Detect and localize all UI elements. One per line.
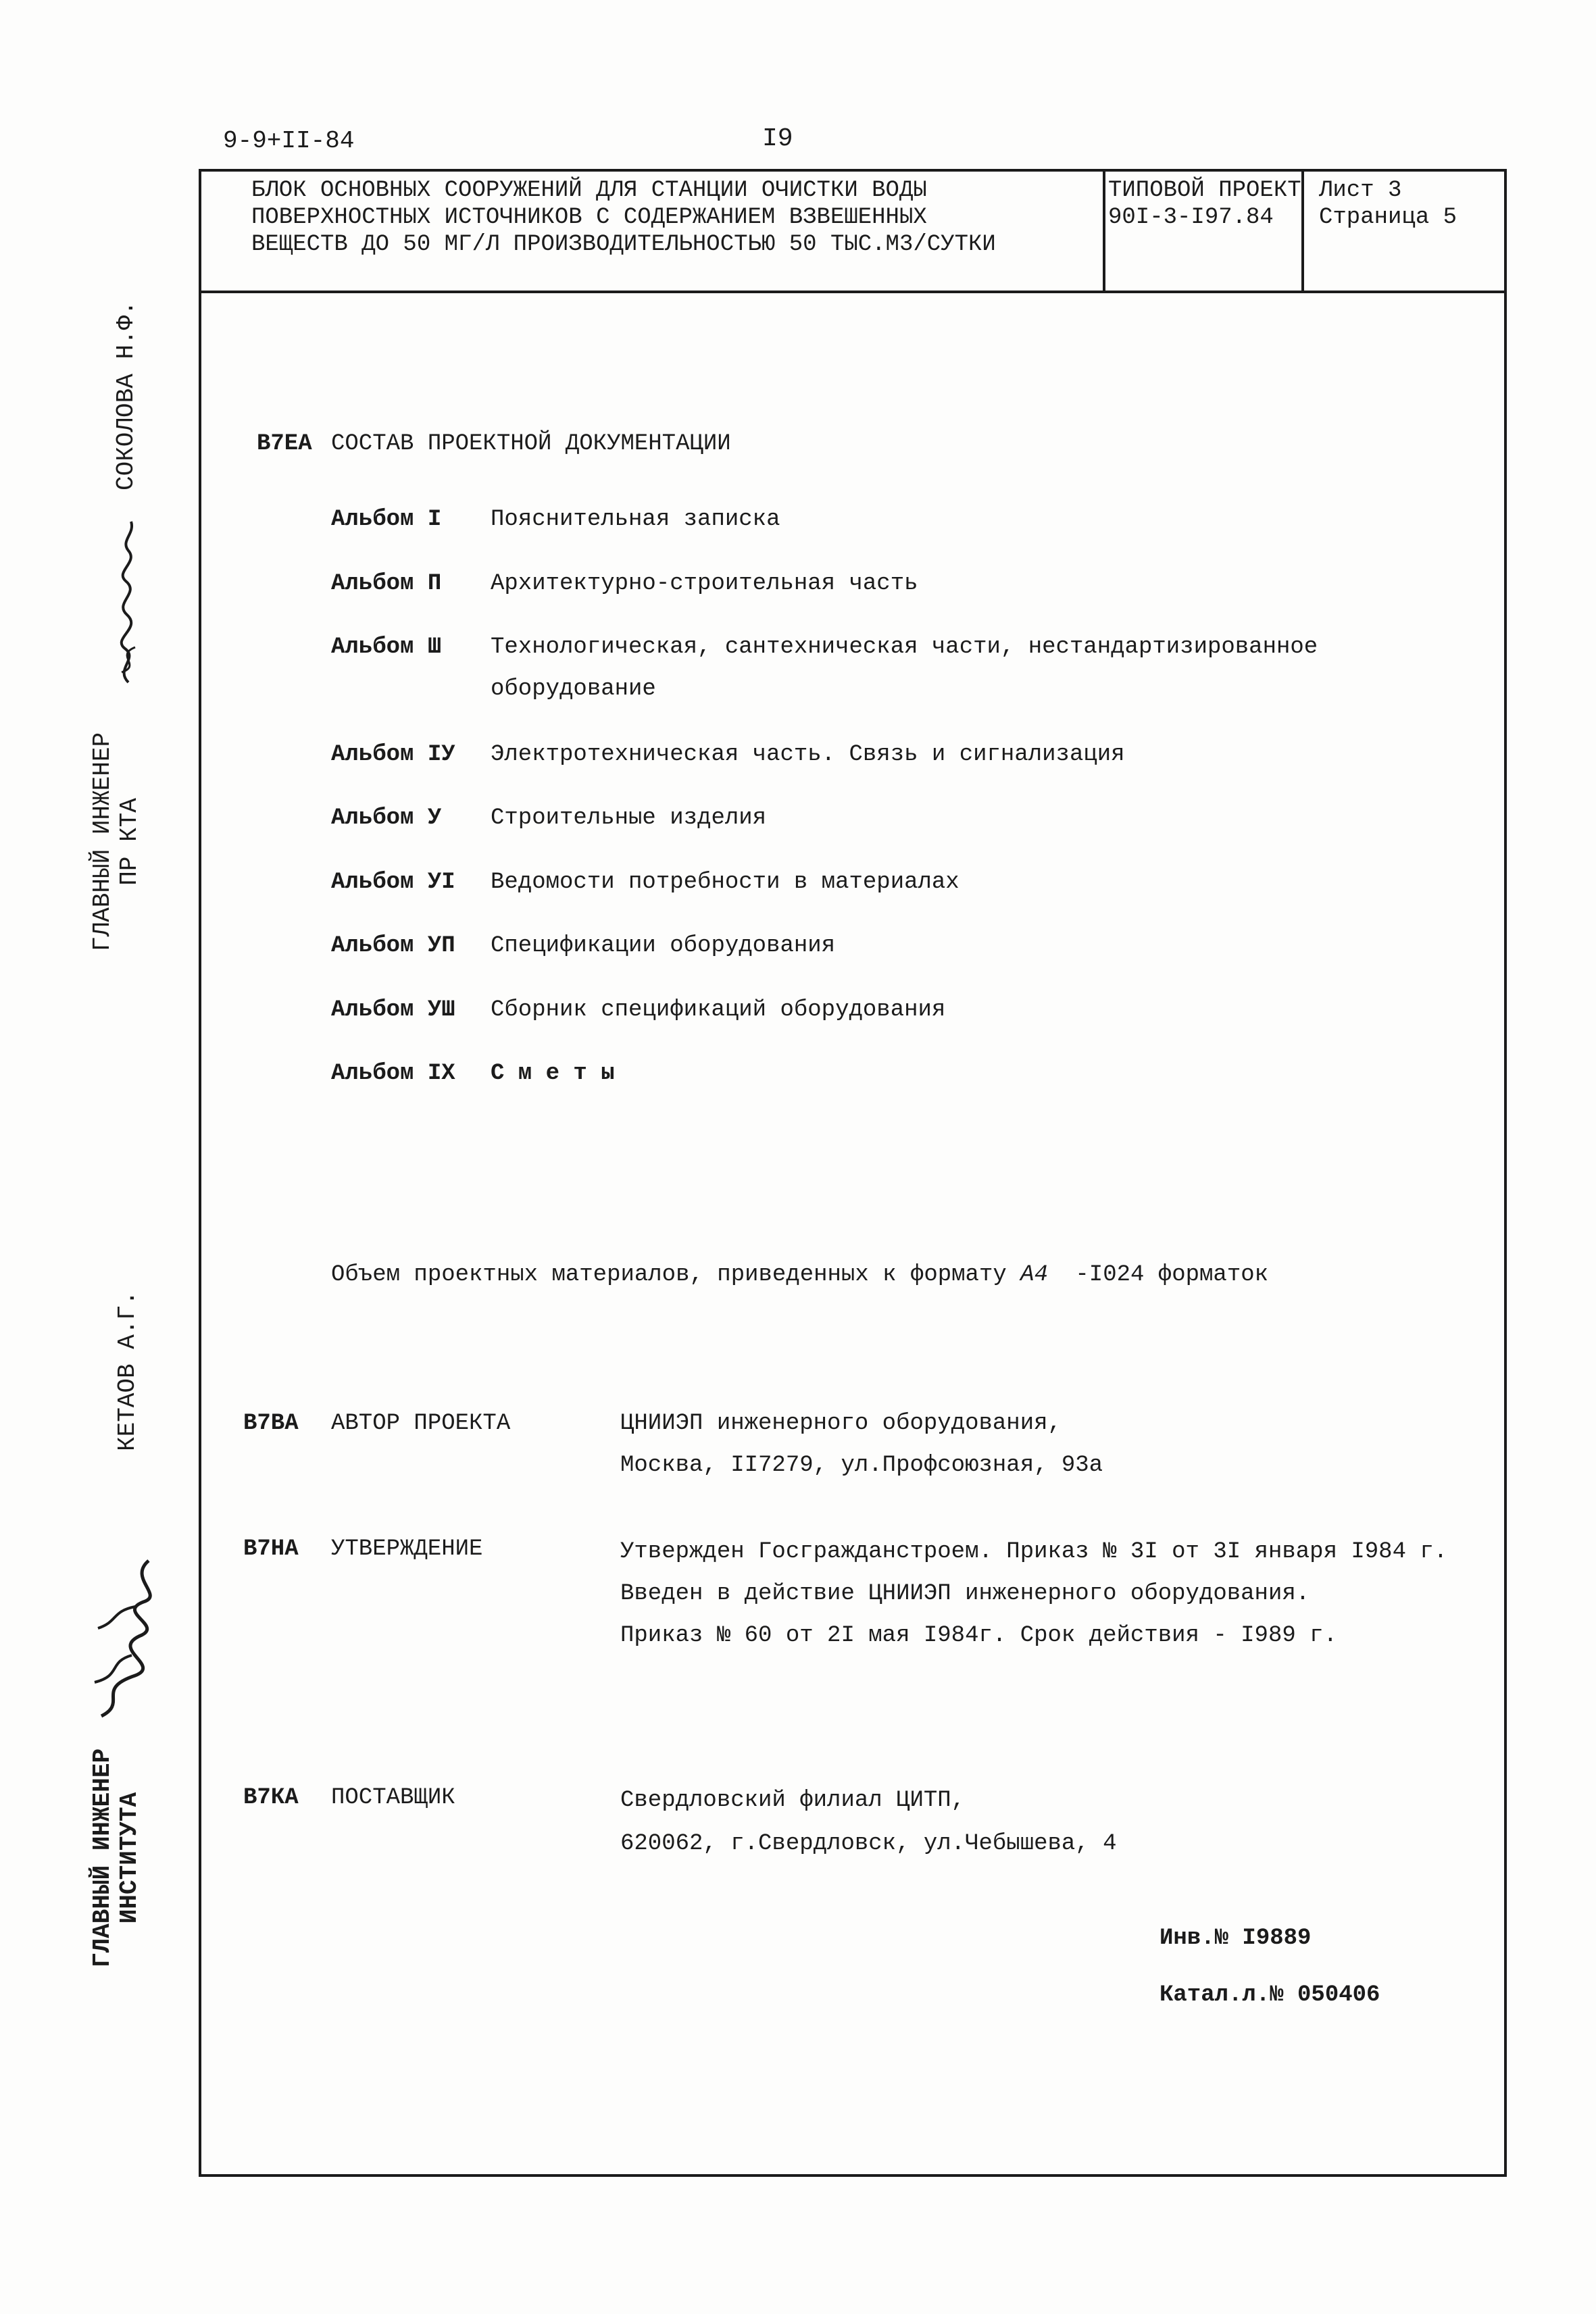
approval-label: УТВЕРЖДЕНИЕ [331, 1536, 483, 1562]
album-label: Альбом УП [331, 933, 455, 959]
album-label: Альбом У [331, 805, 442, 831]
side-stamp-title-line: ПР КТА [116, 798, 143, 886]
project-cell [1108, 177, 1301, 231]
side-stamp-title-1 [89, 732, 143, 951]
document-code: 9-9+II-84 [223, 127, 355, 155]
author-label: АВТОР ПРОЕКТА [331, 1411, 511, 1436]
title-line: ВЕЩЕСТВ ДО 50 МГ/Л ПРОИЗВОДИТЕЛЬНОСТЬЮ 50 ТЫС.М3/СУТКИ [251, 232, 996, 257]
composition-heading: СОСТАВ ПРОЕКТНОЙ ДОКУМЕНТАЦИИ [331, 431, 731, 457]
signature-1 [101, 513, 155, 689]
album-label: Альбом УI [331, 870, 455, 895]
supplier-line: Свердловский филиал ЦИТП, [620, 1788, 966, 1813]
side-stamp-title-line: ИНСТИТУТА [116, 1792, 143, 1924]
album-description: Спецификации оборудования [491, 933, 836, 959]
album-description: Пояснительная записка [491, 507, 780, 532]
approval-line: Приказ № 60 от 2I мая I984г. Срок действия - I989 г. [620, 1623, 1337, 1649]
catalog-number: Катал.л.№ 050406 [1159, 1982, 1380, 2008]
volume-prefix: Объем проектных материалов, приведенных к формату [331, 1262, 1007, 1288]
volume-format: А4 [1020, 1262, 1048, 1288]
approval-line: Введен в действие ЦНИИЭП инженерного оборудования. [620, 1581, 1310, 1607]
sheet-cell [1319, 177, 1457, 231]
approval-line: Утвержден Госгражданстроем. Приказ № 3I от 3I января I984 г. [620, 1539, 1448, 1565]
side-stamp-name-1: СОКОЛОВА Н.Ф. [112, 301, 140, 491]
title-line: ПОВЕРХНОСТНЫХ ИСТОЧНИКОВ С СОДЕРЖАНИЕМ ВЗВЕШЕННЫХ [251, 205, 927, 230]
album-label: Альбом П [331, 571, 442, 597]
author-line: ЦНИИЭП инженерного оборудования, [620, 1411, 1062, 1436]
composition-code: В7ЕА [257, 431, 312, 457]
album-description: Архитектурно-строительная часть [491, 571, 918, 597]
author-code: В7ВА [243, 1411, 299, 1436]
album-label: Альбом УШ [331, 997, 455, 1023]
supplier-code: В7КА [243, 1785, 299, 1811]
volume-statement [331, 1263, 1268, 1286]
album-description: Строительные изделия [491, 805, 767, 831]
title-block-col-divider-2 [1301, 169, 1304, 292]
title-block-title [251, 177, 996, 258]
sheet-number: Лист 3 [1319, 178, 1402, 203]
side-stamp-title-2 [89, 1749, 143, 1967]
volume-suffix: -I024 форматок [1075, 1262, 1269, 1288]
title-line: БЛОК ОСНОВНЫХ СООРУЖЕНИЙ ДЛЯ СТАНЦИИ ОЧИСТКИ ВОДЫ [251, 178, 927, 203]
title-block-col-divider-1 [1103, 169, 1105, 292]
album-description: Электротехническая часть. Связь и сигнализация [491, 742, 1125, 768]
project-label: ТИПОВОЙ ПРОЕКТ [1108, 178, 1301, 203]
project-number: 90I-3-I97.84 [1108, 205, 1274, 230]
side-stamp-name-2: КЕТАОВ А.Г. [114, 1290, 141, 1451]
album-label: Альбом IX [331, 1061, 455, 1086]
document-frame [199, 169, 1507, 2177]
page-in-section: Страница 5 [1319, 205, 1457, 230]
supplier-line: 620062, г.Свердловск, ул.Чебышева, 4 [620, 1831, 1117, 1857]
inventory-number: Инв.№ I9889 [1159, 1926, 1312, 1951]
album-description-cont: оборудование [491, 676, 656, 702]
album-label: Альбом I [331, 507, 442, 532]
title-block-divider [199, 291, 1507, 293]
signature-2 [81, 1547, 169, 1723]
album-label: Альбом Ш [331, 634, 442, 660]
album-description: Технологическая, сантехническая части, нестандартизированное [491, 634, 1318, 660]
supplier-label: ПОСТАВЩИК [331, 1785, 455, 1811]
album-description: С м е т ы [491, 1061, 615, 1086]
author-line: Москва, II7279, ул.Профсоюзная, 93а [620, 1453, 1103, 1478]
page-number: I9 [762, 124, 793, 153]
album-description: Ведомости потребности в материалах [491, 870, 959, 895]
album-label: Альбом IУ [331, 742, 455, 768]
side-stamp-title-line: ГЛАВНЫЙ ИНЖЕНЕР [89, 1748, 116, 1967]
approval-code: В7НА [243, 1536, 299, 1562]
side-stamp-title-line: ГЛАВНЫЙ ИНЖЕНЕР [89, 732, 116, 951]
album-description: Сборник спецификаций оборудования [491, 997, 946, 1023]
